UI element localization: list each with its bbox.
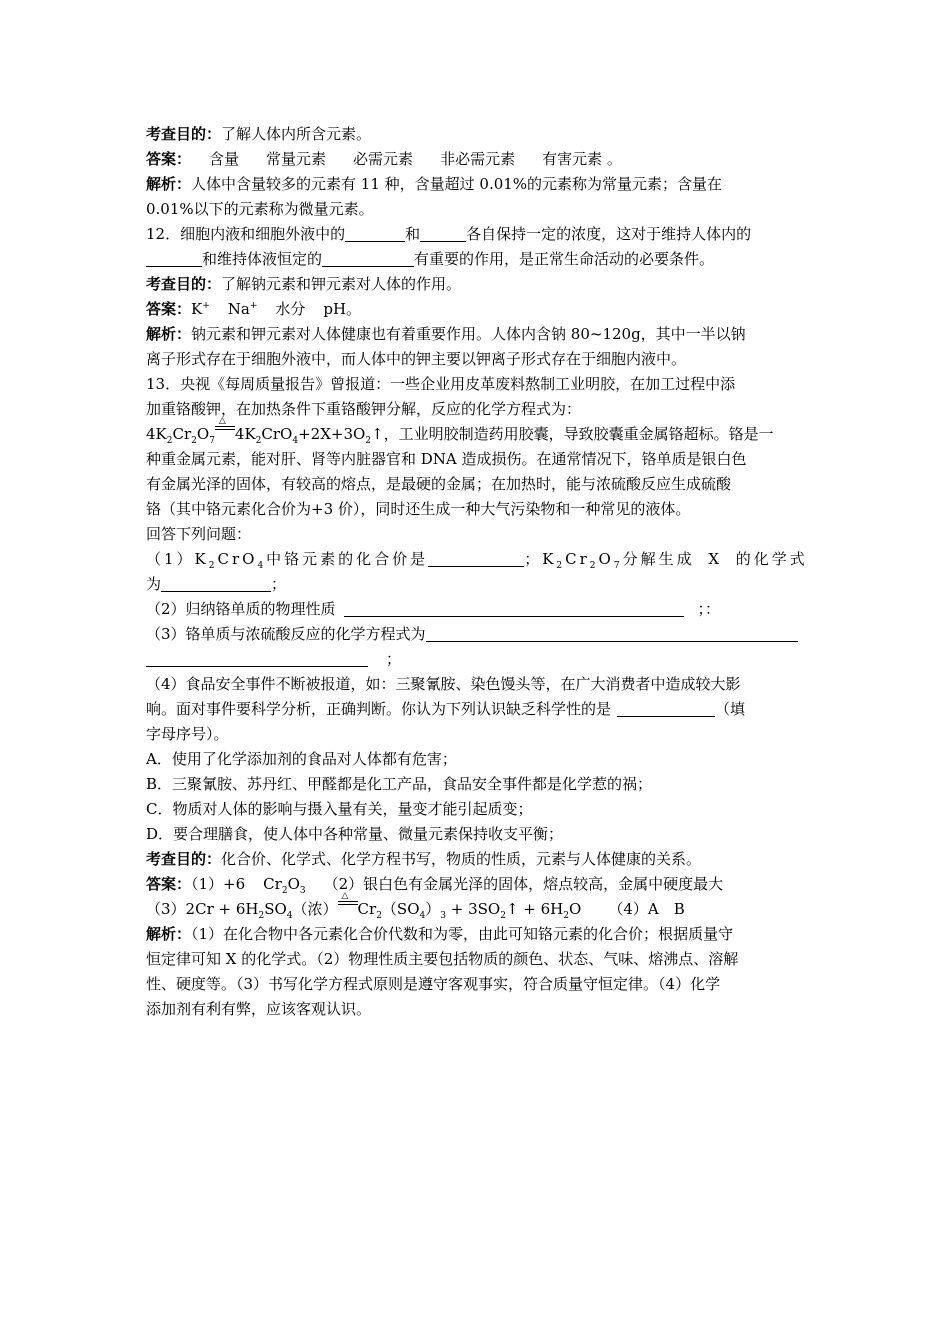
q13-part1-line1: $(1)K_2CrO_4$中铬元素的化合价是 ；$K_2Cr_2O_7$分解生成 X 的化学式: [146, 550, 808, 571]
heating-symbol: △: [338, 898, 358, 912]
answer-blank[interactable]: [146, 250, 202, 267]
stem-text: ；：: [697, 600, 721, 618]
answer-blank[interactable]: [344, 600, 684, 617]
answer-item: （1）+6: [191, 875, 246, 893]
q12-stem-2: [146, 247, 826, 272]
answer-blank[interactable]: [420, 225, 466, 242]
q13-analysis-1: [146, 922, 826, 947]
answer-item: 有害元素 。: [542, 150, 622, 168]
answer-blank[interactable]: [345, 225, 405, 242]
purpose-label: 考查目的：: [146, 125, 222, 143]
analysis-text: （1）在化合物中各元素化合价代数和为零，由此可知铬元素的化合价；根据质量守: [191, 925, 734, 943]
superscript: +: [249, 301, 258, 311]
answer-label: 答案：: [146, 150, 192, 168]
answer-item: （3）2Cr + 6H: [146, 900, 259, 918]
answer-item: O: [569, 900, 582, 918]
q13-intro-2: 加重铬酸钾，在加热条件下重铬酸钾分解，反应的化学方程式为：: [146, 400, 582, 418]
q11-analysis-1: [146, 172, 826, 197]
q11-purpose: [146, 122, 826, 147]
document-page: [146, 122, 826, 1022]
answer-blank[interactable]: [426, 625, 798, 642]
superscript: +: [202, 301, 210, 311]
q13-part4-line2: [146, 697, 826, 722]
q13-part3-line2: [146, 647, 826, 672]
answer-label: 答案：: [146, 875, 192, 893]
purpose-label: 考查目的：: [146, 850, 222, 868]
analysis-text: 钠元素和钾元素对人体健康也有着重要作用。人体内含钠 80~120g，其中一半以钠: [191, 325, 746, 343]
answer-item: ↑ + 6H: [505, 900, 564, 918]
q12-analysis-2: 离子形式存在于细胞外液中，而人体中的钾主要以钾离子形式存在于细胞内液中。: [146, 350, 687, 368]
stem-text: O: [598, 550, 614, 568]
stem-text: 和: [405, 225, 421, 243]
option-c: C．物质对人体的影响与摄入量有关，量变才能引起质变；: [146, 800, 533, 818]
stem-text: （2）归纳铬单质的物理性质: [146, 600, 336, 618]
stem-text: （1）K: [146, 550, 209, 568]
stem-text: 中铬元素的化合价是: [266, 550, 429, 568]
answer-item: （2）银白色有金属光泽的固体，熔点较高，金属中硬度最大: [323, 875, 724, 893]
q11-analysis-2: 0.01%以下的元素称为微量元素。: [146, 200, 374, 218]
q12-stem-1: [146, 222, 826, 247]
analysis-text: 人体中含量较多的元素有 11 种，含量超过 0.01%的元素称为常量元素；含量在: [191, 175, 723, 193]
answer-item: Cr: [263, 875, 282, 893]
answer-item: ）: [425, 900, 441, 918]
q13-desc-1: 种重金属元素，能对肝、肾等内脏器官和 DNA 造成损伤。在通常情况下，铬单质是银白色: [146, 450, 747, 468]
answer-item: O: [287, 875, 300, 893]
answer-blank[interactable]: [146, 650, 368, 667]
answer-blank[interactable]: [322, 250, 414, 267]
answer-label: 答案：: [146, 300, 192, 318]
q12-answer: [146, 297, 826, 322]
heating-symbol: △: [215, 423, 235, 437]
answer-item: Cr: [357, 900, 377, 918]
q13-part3-line1: [146, 622, 826, 647]
q12-purpose: [146, 272, 826, 297]
answer-item: 非必需元素: [440, 150, 516, 168]
answer-item: 必需元素: [353, 150, 414, 168]
analysis-label: 解析：: [146, 175, 192, 193]
q13-intro-1: 13．央视《每周质量报告》曾报道：一些企业用皮革废料熬制工业明胶，在加工过程中添: [146, 375, 736, 393]
answer-item: K: [191, 300, 203, 318]
answer-item: （4）A B: [608, 900, 685, 918]
purpose-text: 了解人体内所含元素。: [221, 125, 372, 143]
answer-item: （SO: [381, 900, 420, 918]
q13-analysis-4: 添加剂有利有弊，应该客观认识。: [146, 1000, 372, 1018]
analysis-label: 解析：: [146, 925, 192, 943]
q12-analysis-1: [146, 322, 826, 347]
chemical-equation: $4K_2Cr_2O_7$ △ $4K_2CrO_4+2X+3O_2↑$: [146, 416, 384, 446]
stem-text: 分解生成 X 的化学式: [622, 550, 808, 568]
stem-text: 有重要的作用，是正常生命活动的必要条件。: [414, 250, 715, 268]
q13-answer-1: 答案：（1）+6 $Cr_2O_3$ （2）银白色有金属光泽的固体，熔点较高，金属中硬度最大: [146, 875, 724, 896]
q13-prompt: 回答下列问题：: [146, 525, 252, 543]
stem-text: 响。面对事件要科学分析，正确判断。你认为下列认识缺乏科学性的是: [146, 700, 612, 718]
stem-text: ；: [386, 650, 402, 668]
stem-text: 为: [146, 575, 162, 593]
stem-text: CrO: [217, 550, 258, 568]
q13-analysis-3: 性、硬度等。（3）书写化学方程式原则是遵守客观事实，符合质量守恒定律。（4）化学: [146, 975, 721, 993]
option-a: A．使用了化学添加剂的食品对人体都有危害；: [146, 750, 457, 768]
answer-blank[interactable]: [161, 575, 271, 592]
stem-text: 各自保持一定的浓度，这对于维持人体内的: [466, 225, 752, 243]
q13-desc-2: 有金属光泽的固体，有较高的熔点，是最硬的金属；在加热时，能与浓硫酸反应生成硫酸: [146, 475, 732, 493]
q13-analysis-2: 恒定律可知 X 的化学式。（2）物理性质主要包括物质的颜色、状态、气味、熔沸点、溶解: [146, 950, 739, 968]
analysis-label: 解析：: [146, 325, 192, 343]
answer-item: Na: [227, 300, 250, 318]
q11-answer: [146, 147, 826, 172]
purpose-text: 了解钠元素和钾元素对人体的作用。: [221, 275, 462, 293]
q13-answer-2: $(3)2Cr + 6H_2SO_4$（浓） △ $Cr_2(SO_4)_3$ + $3SO_2↑ + 6H_2O$ （4）A B: [146, 891, 685, 921]
answer-item: 水分: [275, 300, 306, 318]
answer-item: （浓）: [292, 900, 338, 918]
purpose-label: 考查目的：: [146, 275, 222, 293]
answer-item: SO: [264, 900, 287, 918]
q13-part4-line1: （4）食品安全事件不断被报道，如：三聚氰胺、染色馒头等，在广大消费者中造成较大影: [146, 675, 741, 693]
q13-part1-line2: [146, 572, 826, 597]
stem-text: ，工业明胶制造药用胶囊，导致胶囊重金属铬超标。铬是一: [383, 425, 774, 443]
q13-desc-3: 铬（其中铬元素化合价为+3 价），同时还生成一种大气污染物和一种常见的液体。: [146, 500, 691, 518]
q13-purpose: [146, 847, 826, 872]
answer-item: + 3SO: [445, 900, 501, 918]
stem-text: （3）铬单质与浓硫酸反应的化学方程式为: [146, 625, 426, 643]
q13-part2: [146, 597, 826, 622]
q13-equation-line: [146, 416, 826, 447]
answer-blank[interactable]: [617, 700, 715, 717]
answer-blank[interactable]: [428, 550, 524, 567]
stem-text: （填: [715, 700, 746, 718]
purpose-text: 化合价、化学式、化学方程书写，物质的性质，元素与人体健康的关系。: [221, 850, 702, 868]
option-b: B．三聚氰胺、苏丹红、甲醛都是化工产品，食品安全事件都是化学惹的祸；: [146, 775, 653, 793]
stem-text: 和维持体液恒定的: [202, 250, 323, 268]
option-d: D．要合理膳食，使人体中各种常量、微量元素保持收支平衡；: [146, 825, 564, 843]
answer-item: 含量: [209, 150, 240, 168]
stem-text: ；: [271, 575, 287, 593]
answer-item: pH。: [323, 300, 362, 318]
stem-text: ；K: [524, 550, 557, 568]
stem-text: Cr: [565, 550, 590, 568]
stem-text: 12．细胞内液和细胞外液中的: [146, 225, 346, 243]
q13-part4-line3: 字母序号）。: [146, 725, 229, 743]
answer-item: 常量元素: [266, 150, 327, 168]
